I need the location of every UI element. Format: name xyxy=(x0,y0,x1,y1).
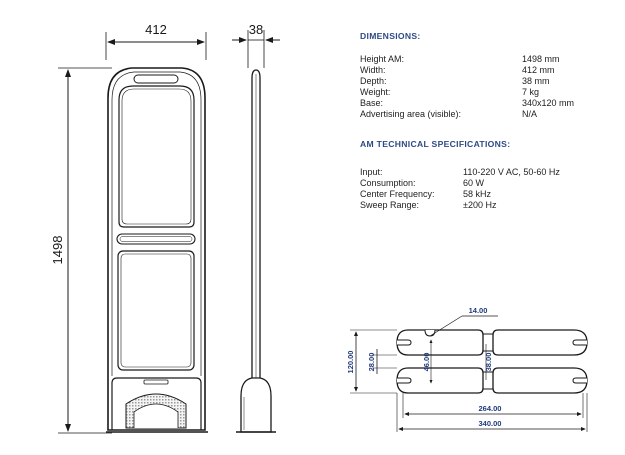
dim-row-label: Advertising area (visible): xyxy=(360,109,462,119)
tech-row-value: 60 W xyxy=(463,178,485,188)
side-view xyxy=(232,30,280,432)
base-lower-connector xyxy=(483,372,493,389)
right-post-dim-label: 38.00 xyxy=(484,352,493,372)
base-upper-connector xyxy=(483,334,493,351)
dim-row-label: Depth: xyxy=(360,76,387,86)
dim-row-value: N/A xyxy=(522,109,538,119)
depth-dim-label: 38 xyxy=(248,22,264,37)
inner-width-dim-label: 264.00 xyxy=(478,404,502,413)
antenna-outline xyxy=(108,68,205,430)
tech-row-label: Sweep Range: xyxy=(360,200,420,210)
dimensions-heading: DIMENSIONS: xyxy=(360,31,421,41)
tech-row-value: 110-220 V AC, 50-60 Hz xyxy=(463,167,560,177)
height-dim-label: 1498 xyxy=(50,235,65,265)
tech-row-label: Input: xyxy=(360,167,383,177)
tech-row-value: 58 kHz xyxy=(463,189,492,199)
dim-row-value: 412 mm xyxy=(522,65,555,75)
dim-row-label: Width: xyxy=(360,65,386,75)
total-width-dim-label: 340.00 xyxy=(478,419,502,428)
slot-top-notch xyxy=(425,330,435,336)
tech-row-label: Consumption: xyxy=(360,178,416,188)
tech-row-value: ±200 Hz xyxy=(463,200,497,210)
slot-upper-left xyxy=(397,340,411,345)
slot-dim-leader xyxy=(430,316,462,336)
gap-dim-label: 28.00 xyxy=(367,352,376,372)
dim-row-value: 38 mm xyxy=(522,76,550,86)
slot-upper-right xyxy=(573,340,587,345)
width-dim-label: 412 xyxy=(145,22,167,37)
base-top-view xyxy=(350,316,587,432)
speaker-inner-arc xyxy=(134,404,178,428)
technical-heading: AM TECHNICAL SPECIFICATIONS: xyxy=(360,139,511,149)
front-view xyxy=(58,32,208,433)
slot-lower-right xyxy=(573,378,587,383)
total-height-dim-label: 120.00 xyxy=(346,350,355,374)
dim-row-label: Height AM: xyxy=(360,54,405,64)
slot-dim-label: 14.00 xyxy=(468,306,488,315)
dim-row-value: 7 kg xyxy=(522,87,540,97)
tech-row-label: Center Frequency: xyxy=(360,189,435,199)
dim-row-label: Base: xyxy=(360,98,384,108)
left-post-dim-label: 46.00 xyxy=(422,352,431,372)
dim-row-label: Weight: xyxy=(360,87,391,97)
side-base xyxy=(241,378,271,432)
dim-row-value: 1498 mm xyxy=(522,54,560,64)
slot-lower-left xyxy=(397,378,411,383)
dim-row-value: 340x120 mm xyxy=(522,98,575,108)
